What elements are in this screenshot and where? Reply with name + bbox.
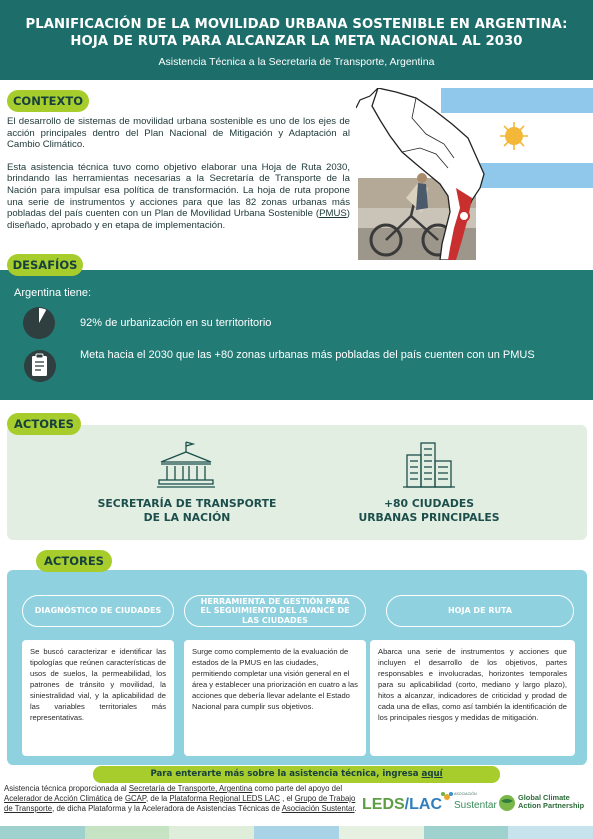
gcap-logo: Global Climate Action Partnership xyxy=(498,790,590,822)
title-line-1: PLANIFICACIÓN DE LA MOVILIDAD URBANA SOSTENIBLE EN ARGENTINA: xyxy=(25,17,568,32)
actores-section-1 xyxy=(7,425,587,540)
government-building-icon xyxy=(157,440,215,488)
pmus-link[interactable]: PMUS xyxy=(319,208,347,220)
sustentar-leaf-icon xyxy=(440,790,454,804)
diagnostico-button[interactable]: DIAGNÓSTICO DE CIUDADES xyxy=(22,595,174,627)
contexto-paragraph-2: Esta asistencia técnica tuvo como objetivo elaborar una Hoja de Ruta 2030, brindando las herramientas necesarias a la Secretaría de Transporte de la Nación para impulsar esa política de transformación. La hoja de ruta propone una serie de instrumentos y acciones para que las 82 zonas urbanas más pobladas del país cuenten con un Plan de Movilidad Urbana Sostenible (PMUS) diseñado, aprobado y en etapa de implementación. xyxy=(7,161,350,231)
desafio-item-2-text: Meta hacia el 2030 que las +80 zonas urbanas más pobladas del país cuenten con un PMUS xyxy=(80,349,535,361)
hoja-de-ruta-card: Abarca una serie de instrumentos y acciones que incluyen el desarrollo de los objetivos, partes responsables e involucradas, horizontes temporales para su aplicabilidad (corto, mediano y largo plazo), hitos a alcanzar, indicadores de criticidad y prodad de cada una de ellas, como así también la identificación de los principales riesgos y medidas de mitigación. xyxy=(370,640,575,756)
actores-label-2: ACTORES xyxy=(36,550,112,572)
globe-icon xyxy=(498,794,516,812)
city-buildings-icon xyxy=(403,439,455,489)
contexto-text xyxy=(7,116,350,231)
contexto-paragraph-1: El desarrollo de sistemas de movilidad urbana sostenible es uno de los ejes de acción principales dentro del Plan Nacional de Mitigación y Adaptación al Cambio Climático. xyxy=(7,116,350,151)
more-info-banner: Para enterarte más sobre la asistencia técnica, ingresa aquí xyxy=(93,766,500,783)
pie-chart-icon xyxy=(22,306,56,340)
desafios-label: DESAFÍOS xyxy=(7,254,83,276)
diagnostico-card: Se buscó caracterizar e identificar las tipologías que reúnen características de usos de suelos, la permeabilidad, los patrones de tránsito y movilidad, la siniestralidad vial, y la aplicabilidad de las variables territoriales más representativas. xyxy=(22,640,174,756)
herramienta-card: Surge como complemento de la evaluación de estados de la PMUS en las ciudades, permitiendo completar una visión general en el área y establecer una priorización en cuatro a las acciones que debería llevar adelante el Estado Nacional para cumplir sus objetivos. xyxy=(184,640,366,756)
actor-secretaria: SECRETARÍA DE TRANSPORTE DE LA NACIÓN xyxy=(97,497,277,524)
actor-ciudades: +80 CIUDADES URBANAS PRINCIPALES xyxy=(358,497,500,524)
link-acelerador[interactable]: Acelerador de Acción Climática xyxy=(4,793,112,803)
link-secretaria[interactable]: Secretaría de Transporte, Argentina xyxy=(128,784,253,793)
link-gcap[interactable]: GCAP xyxy=(124,793,147,803)
title-line-2: HOJA DE RUTA PARA ALCANZAR LA META NACIONAL AL 2030 xyxy=(70,34,523,49)
page-title xyxy=(0,0,593,50)
desafios-intro: Argentina tiene: xyxy=(14,287,92,299)
link-leds-lac[interactable]: Plataforma Regional LEDS LAC xyxy=(169,793,280,803)
footer-credits: Asistencia técnica proporcionada al Secretaría de Transporte, Argentina como parte del apoyo del Acelerador de Acción Climática de GCAP, de la Plataforma Regional LEDS LAC , el Grupo de Trabajo de Transporte, de dicha Plataforma y la Aceleradora de Asistencias Técnicas de Asociación Sustentar. xyxy=(4,784,357,813)
clipboard-icon xyxy=(24,348,56,384)
desafio-item-1-text: 92% de urbanización en su territoritorio xyxy=(80,317,272,329)
aqui-link[interactable]: aquí xyxy=(421,769,443,779)
header-banner xyxy=(0,0,593,80)
link-sustentar[interactable]: Asociación Sustentar xyxy=(281,803,355,813)
contexto-label: CONTEXTO xyxy=(7,90,89,112)
context-illustration xyxy=(356,88,593,260)
actores-label-1: ACTORES xyxy=(7,413,81,435)
leds-lac-logo: LEDS/LAC xyxy=(362,796,443,813)
sustentar-logo: ASOCIACIÓN Sustentar xyxy=(440,790,496,822)
hoja-de-ruta-button[interactable]: HOJA DE RUTA xyxy=(386,595,574,627)
page-subtitle: Asistencia Técnica a la Secretaria de Transporte, Argentina xyxy=(158,56,435,68)
herramienta-gestion-button[interactable]: HERRAMIENTA DE GESTIÓN PARA EL SEGUIMIENTO DEL AVANCE DE LAS CIUDADES xyxy=(184,595,366,627)
link-grupo-transporte[interactable]: Grupo de Trabajo de Transporte xyxy=(4,793,356,813)
argentina-map-flag-illustration xyxy=(356,88,593,260)
decorative-color-strip xyxy=(0,826,593,839)
